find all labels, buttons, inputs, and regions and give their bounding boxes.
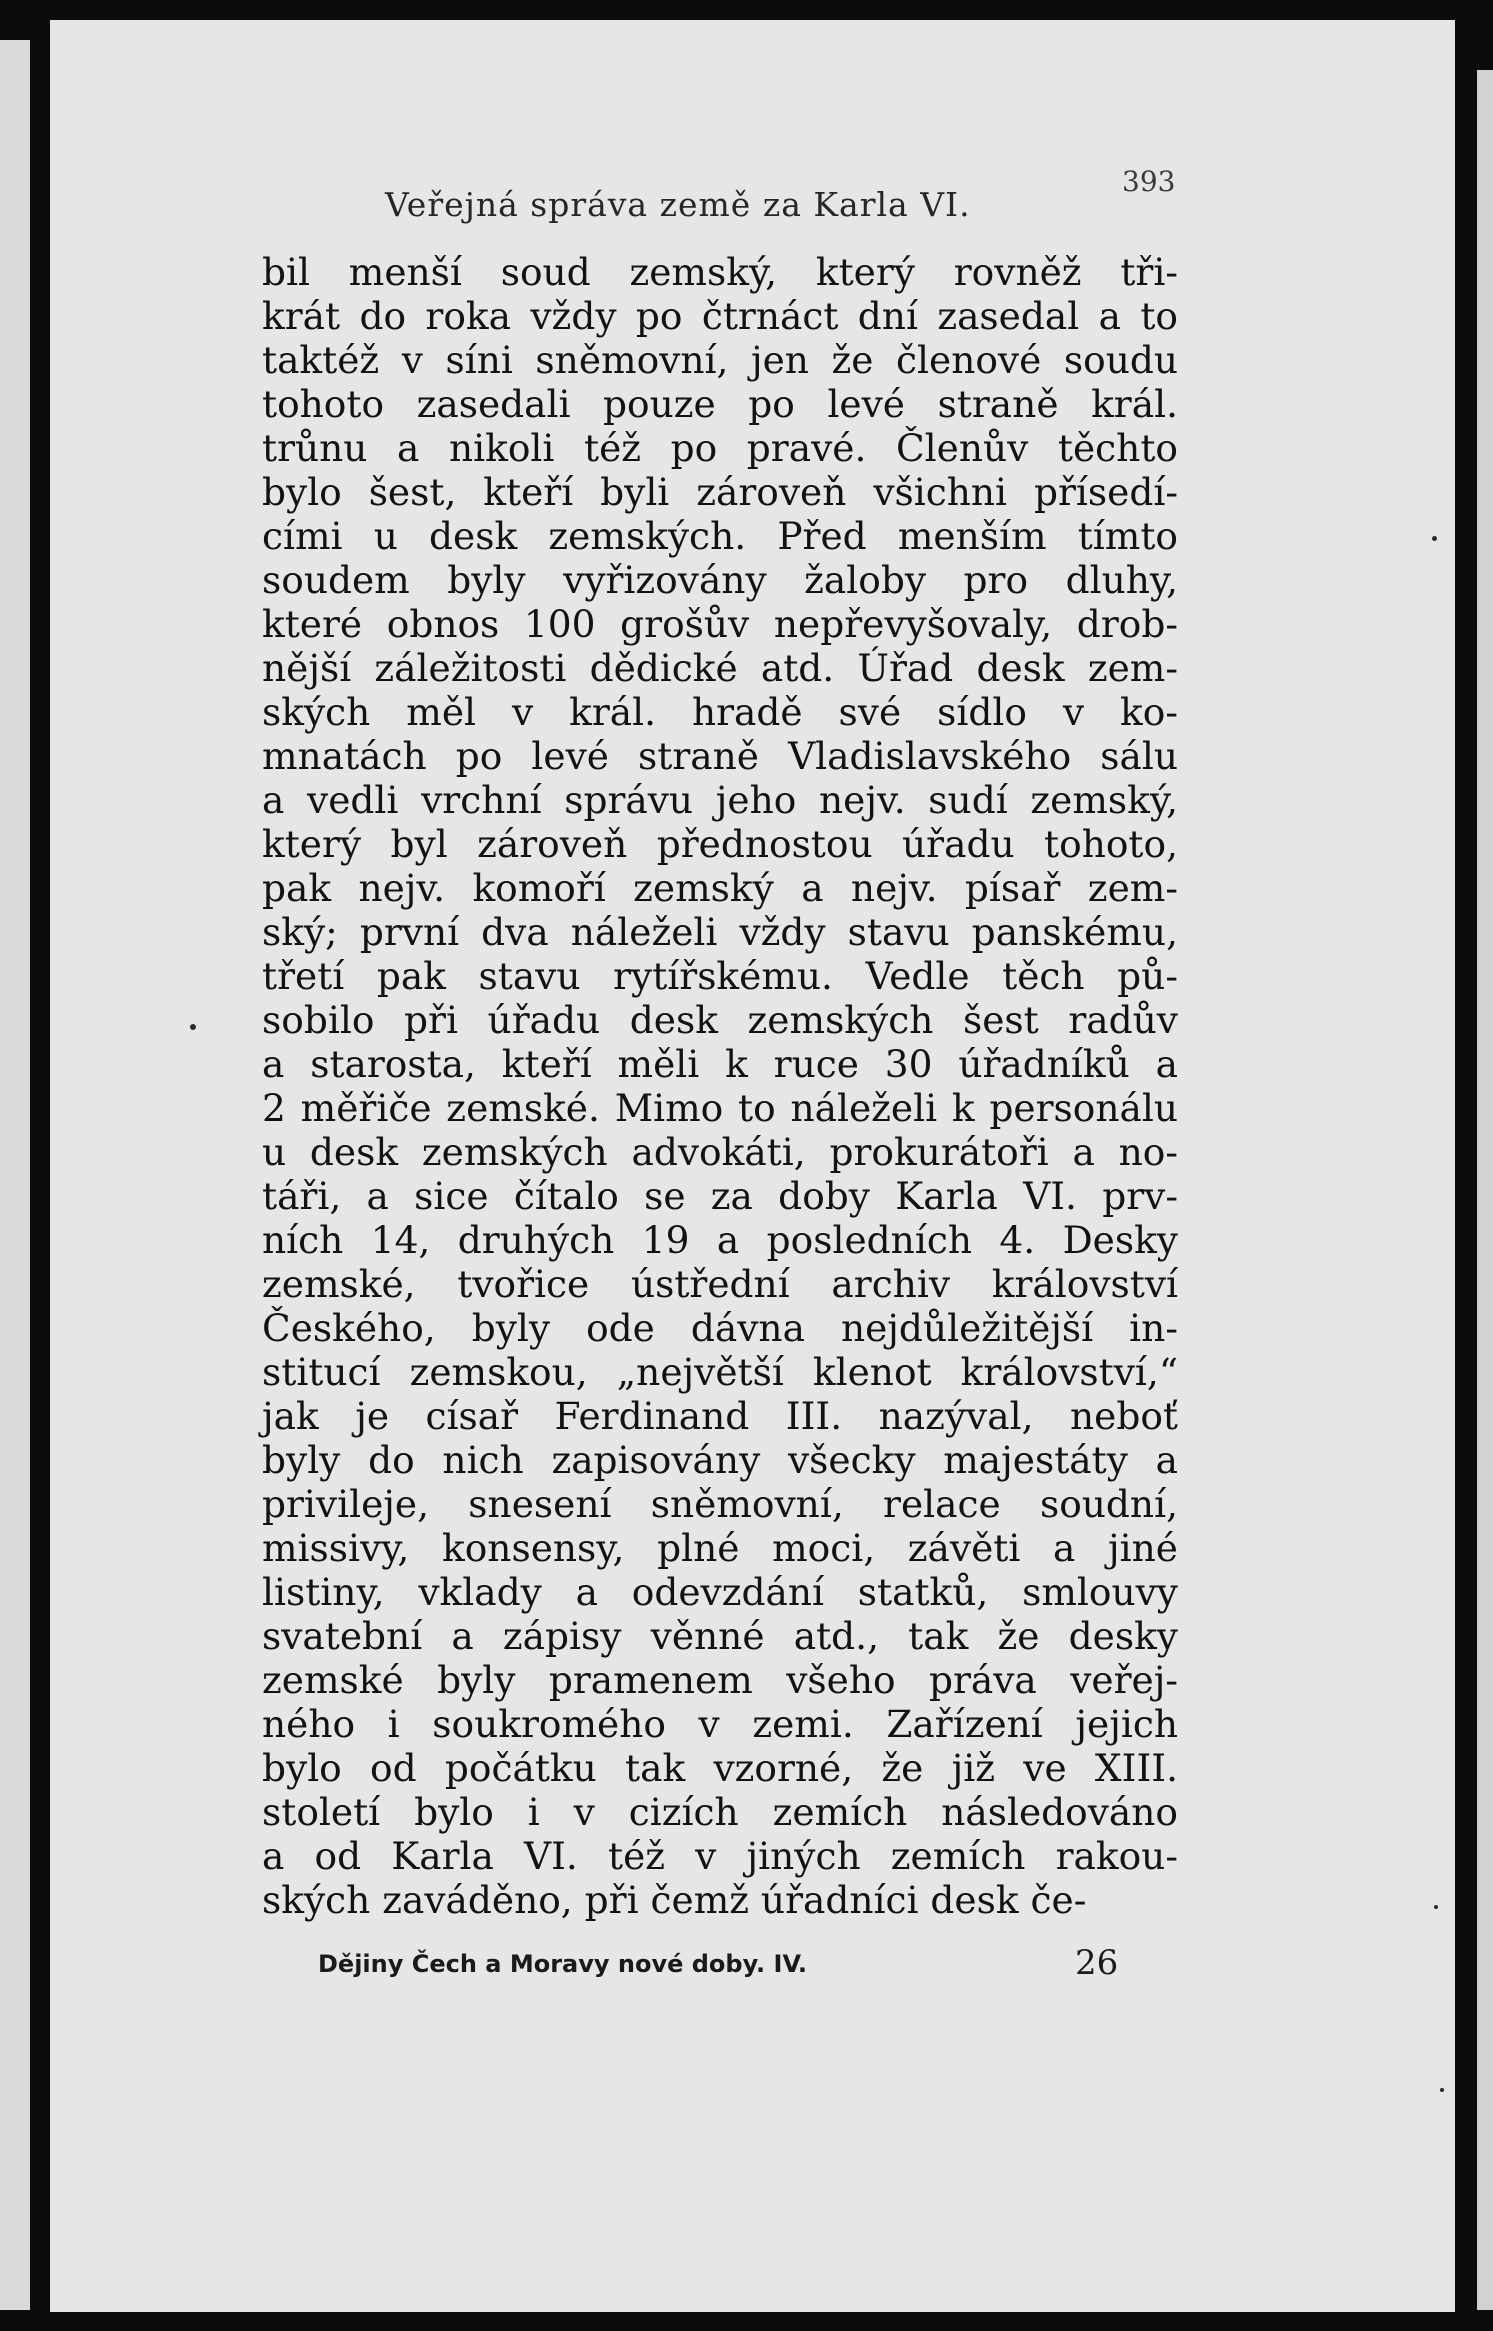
text-line: taktéž v síni sněmovní, jen že členové soudu <box>262 338 1178 382</box>
text-line: bil menší soud zemský, který rovněž tři- <box>262 250 1178 294</box>
text-line: třetí pak stavu rytířskému. Vedle těch pů- <box>262 954 1178 998</box>
text-line: sobilo při úřadu desk zemských šest radův <box>262 998 1178 1042</box>
text-line: který byl zároveň přednostou úřadu tohoto, <box>262 822 1178 866</box>
text-line: zemské, tvořice ústřední archiv království <box>262 1262 1178 1306</box>
text-line: privileje, snesení sněmovní, relace soudní, <box>262 1482 1178 1526</box>
running-head: Veřejná správa země za Karla VI. <box>385 185 971 224</box>
margin-speck <box>1440 2088 1444 2092</box>
text-line: bylo šest, kteří byli zároveň všichni přísedí- <box>262 470 1178 514</box>
text-line: ních 14, druhých 19 a posledních 4. Desky <box>262 1218 1178 1262</box>
text-line: mnatách po levé straně Vladislavského sálu <box>262 734 1178 778</box>
footer-book-title: Dějiny Čech a Moravy nové doby. IV. <box>318 1950 808 1978</box>
text-line: a od Karla VI. též v jiných zemích rakou- <box>262 1834 1178 1878</box>
text-line: listiny, vklady a odevzdání statků, smlouvy <box>262 1570 1178 1614</box>
text-line: a vedli vrchní správu jeho nejv. sudí zemský, <box>262 778 1178 822</box>
adjacent-page-edge <box>0 40 30 2310</box>
text-line: nější záležitosti dědické atd. Úřad desk zem- <box>262 646 1178 690</box>
text-line: svatební a zápisy věnné atd., tak že desky <box>262 1614 1178 1658</box>
text-line: století bylo i v cizích zemích následováno <box>262 1790 1178 1834</box>
text-line: zemské byly pramenem všeho práva veřej- <box>262 1658 1178 1702</box>
page-edge-right <box>1477 70 1493 2310</box>
text-line: ských zaváděno, při čemž úřadníci desk če- <box>262 1878 1087 1922</box>
text-line: ský; první dva náleželi vždy stavu panskému, <box>262 910 1178 954</box>
text-line: trůnu a nikoli též po pravé. Členův těchto <box>262 426 1178 470</box>
text-line: které obnos 100 grošův nepřevyšovaly, drob- <box>262 602 1178 646</box>
margin-speck <box>1432 536 1437 541</box>
text-line: krát do roka vždy po čtrnáct dní zasedal a to <box>262 294 1178 338</box>
text-line: bylo od počátku tak vzorné, že již ve XIII. <box>262 1746 1178 1790</box>
text-line: ného i soukromého v zemi. Zařízení jejich <box>262 1702 1178 1746</box>
text-line: u desk zemských advokáti, prokurátoři a no- <box>262 1130 1178 1174</box>
text-line: tohoto zasedali pouze po levé straně král. <box>262 382 1178 426</box>
text-line: stitucí zemskou, „největší klenot království,“ <box>262 1350 1178 1394</box>
text-line: cími u desk zemských. Před menším tímto <box>262 514 1178 558</box>
text-line: byly do nich zapisovány všecky majestáty a <box>262 1438 1178 1482</box>
text-line: soudem byly vyřizovány žaloby pro dluhy, <box>262 558 1178 602</box>
page-number: 393 <box>1122 165 1176 198</box>
text-line: jak je císař Ferdinand III. nazýval, neboť <box>262 1394 1178 1438</box>
text-line: táři, a sice čítalo se za doby Karla VI. prv- <box>262 1174 1178 1218</box>
text-line: 2 měřiče zemské. Mimo to náleželi k personálu <box>262 1086 1178 1130</box>
text-line: a starosta, kteří měli k ruce 30 úřadníků a <box>262 1042 1178 1086</box>
text-line: Českého, byly ode dávna nejdůležitější in- <box>262 1306 1178 1350</box>
footer-signature-number: 26 <box>1075 1943 1119 1983</box>
text-line: pak nejv. komoří zemský a nejv. písař zem- <box>262 866 1178 910</box>
body-text <box>262 250 1178 1922</box>
margin-speck <box>190 1024 196 1030</box>
text-line: missivy, konsensy, plné moci, závěti a jiné <box>262 1526 1178 1570</box>
text-line: ských měl v král. hradě své sídlo v ko- <box>262 690 1178 734</box>
margin-speck <box>1434 1905 1438 1909</box>
